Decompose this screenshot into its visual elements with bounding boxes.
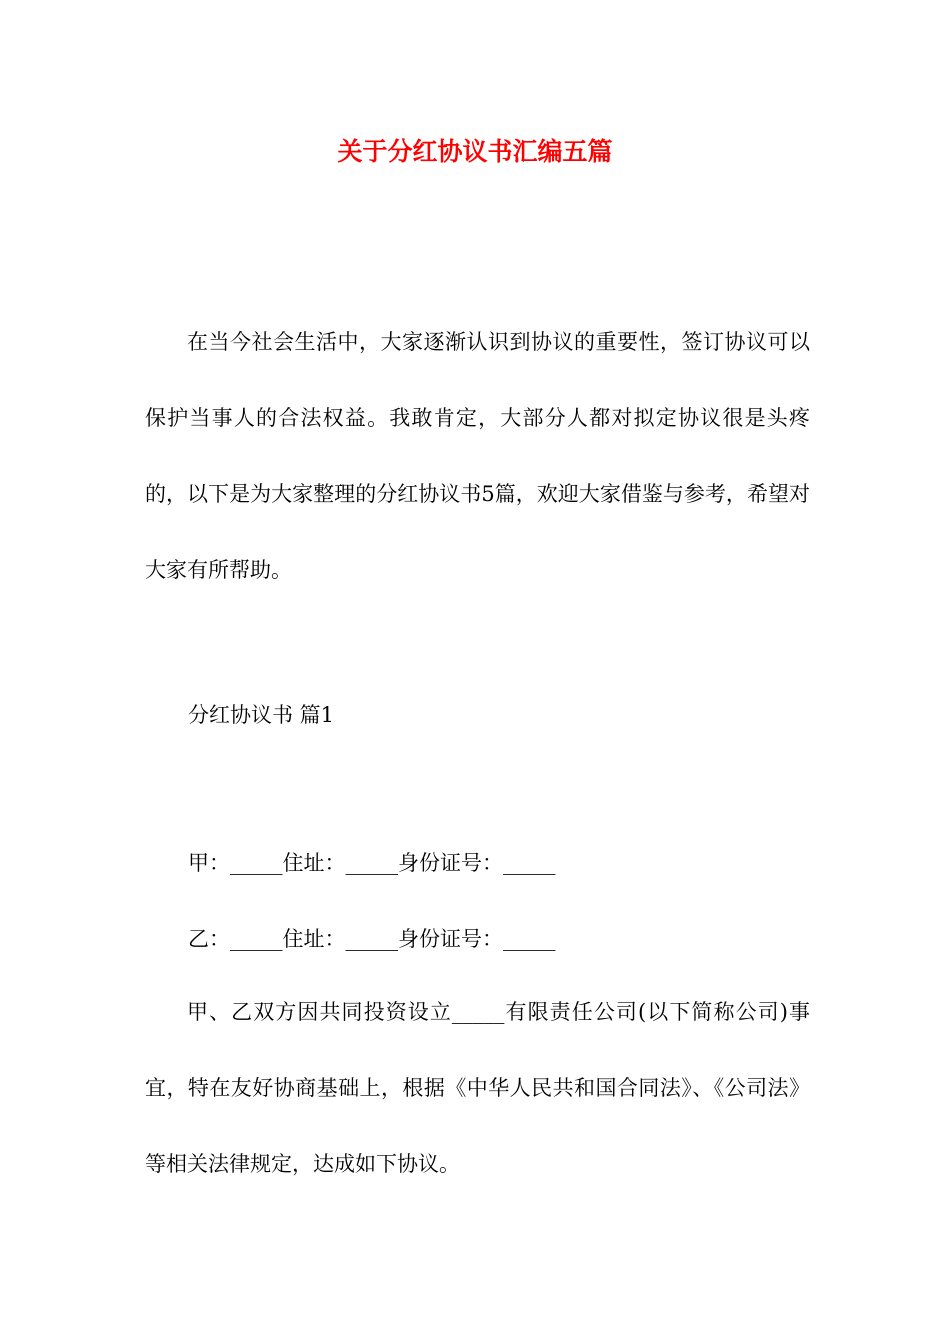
party-a-line: 甲：_____住址：_____身份证号：_____ [188,851,556,875]
body-paragraph: 甲、乙双方因共同投资设立_____有限责任公司(以下简称公司)事宜，特在友好协商基础上，根据《中华人民共和国合同法》、《公司法》等相关法律规定，达成如下协议。 [145,1000,810,1176]
party-b-line: 乙：_____住址：_____身份证号：_____ [188,927,556,951]
section-heading: 分红协议书 篇1 [188,703,335,727]
intro-paragraph: 在当今社会生活中，大家逐渐认识到协议的重要性，签订协议可以保护当事人的合法权益。我敢肯定，大部分人都对拟定协议很是头疼的，以下是为大家整理的分红协议书5篇，欢迎大家借鉴与参考，希望对大家有所帮助。 [145,330,810,582]
document-title: 关于分红协议书汇编五篇 [337,137,613,166]
